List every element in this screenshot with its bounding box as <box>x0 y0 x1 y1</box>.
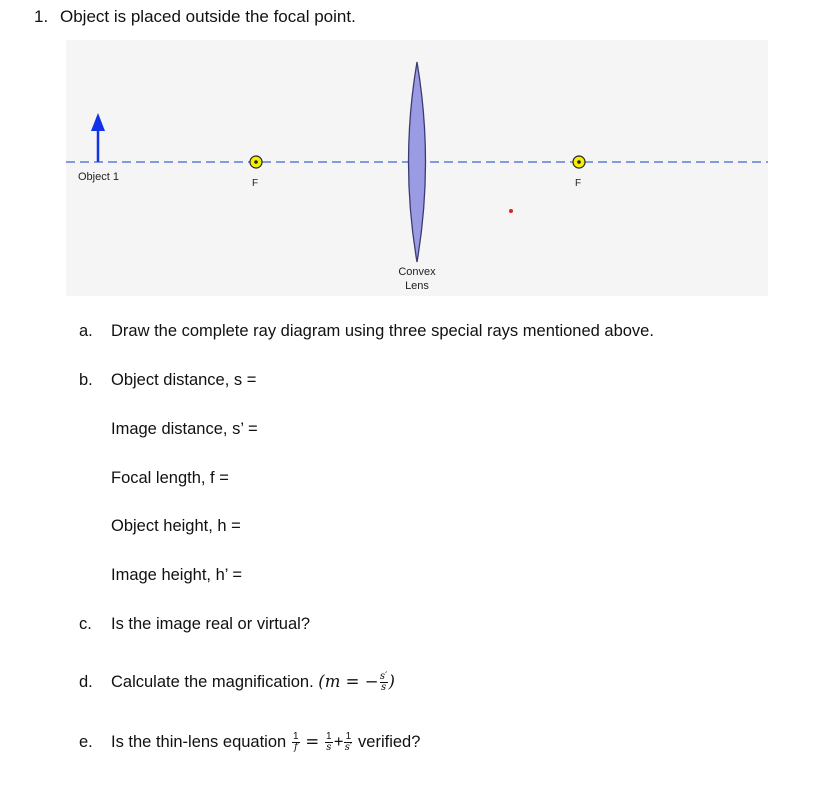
item-d-label: d. <box>79 673 93 691</box>
item-c-text: Is the image real or virtual? <box>111 615 311 633</box>
item-e-text-after: verified? <box>358 733 421 751</box>
item-d <box>79 672 395 693</box>
lens-diagram-canvas[interactable] <box>66 40 768 296</box>
item-a-label: a. <box>79 322 93 340</box>
item-c-label: c. <box>79 615 92 633</box>
item-a-text: Draw the complete ray diagram using three special rays mentioned above. <box>111 322 654 340</box>
item-c <box>79 615 310 634</box>
red-marker <box>509 209 513 213</box>
lens-label-line2: Lens <box>405 280 429 292</box>
focal-length-text: Focal length, f = <box>111 469 229 487</box>
item-e-text: Is the thin-lens equation <box>111 733 287 751</box>
lens-simulation[interactable] <box>66 40 768 296</box>
question-heading <box>34 7 356 27</box>
object-height-text: Object height, h = <box>111 517 241 535</box>
focal-label-left: F <box>252 178 259 189</box>
item-d-text: Calculate the magnification. <box>111 673 314 691</box>
object-distance-text: Object distance, s = <box>111 371 257 389</box>
focal-label-right: F <box>575 178 582 189</box>
lens-label-line1: Convex <box>398 266 436 278</box>
item-b <box>79 371 256 390</box>
item-a <box>79 322 654 341</box>
item-e <box>79 732 420 753</box>
item-b-label: b. <box>79 371 93 389</box>
question-title: Object is placed outside the focal point. <box>60 7 356 26</box>
object-label: Object 1 <box>78 171 119 183</box>
thin-lens-equation: $\frac{1}{f}$ = $\frac{1}{s}$ + $\frac{1}{s'}$ <box>293 731 353 754</box>
focal-point-left[interactable] <box>250 156 262 168</box>
question-number: 1. <box>34 7 49 26</box>
item-e-label: e. <box>79 733 93 751</box>
magnification-formula: (m = − $\frac{s'}{s}$ ) <box>318 671 395 693</box>
object-arrow[interactable] <box>91 113 105 162</box>
image-height-text: Image height, h’ = <box>111 566 243 584</box>
image-distance-text: Image distance, s’ = <box>111 420 258 438</box>
convex-lens[interactable] <box>409 62 426 262</box>
focal-point-right[interactable] <box>573 156 585 168</box>
